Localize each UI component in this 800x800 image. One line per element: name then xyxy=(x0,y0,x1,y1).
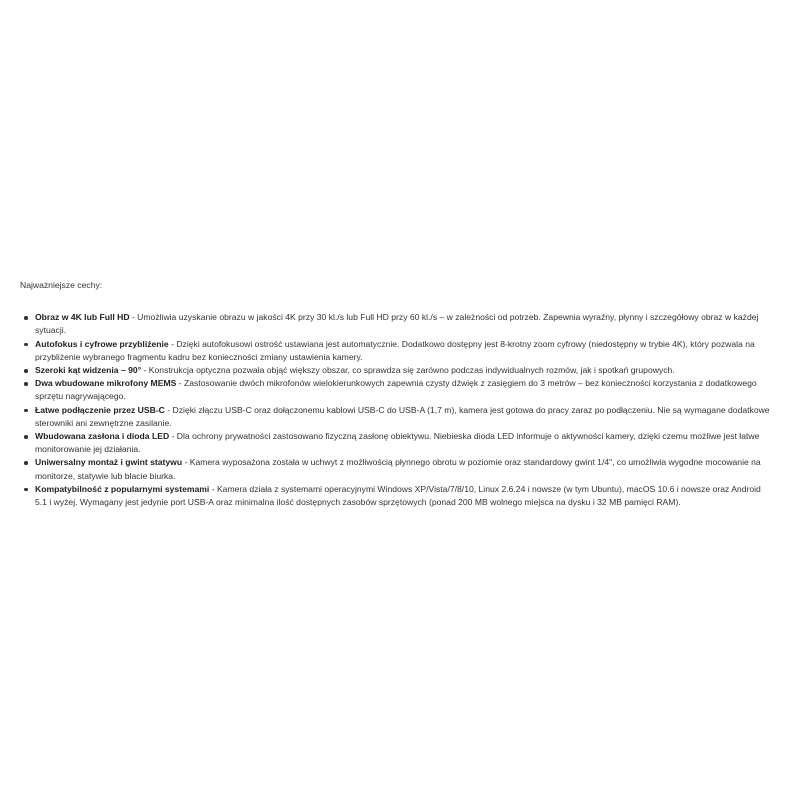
feature-description: - Konstrukcja optyczna pozwala objąć większy obszar, co sprawdza się zarówno podczas indywidualnych rozmów, jak i spotkań grupowych. xyxy=(141,365,675,376)
feature-item xyxy=(35,430,775,456)
feature-title: Dwa wbudowane mikrofony MEMS xyxy=(35,378,177,389)
feature-item xyxy=(35,404,775,430)
feature-title: Obraz w 4K lub Full HD xyxy=(35,312,130,323)
feature-item xyxy=(35,364,775,377)
feature-description: - Kamera działa z systemami operacyjnymi Windows XP/Vista/7/8/10, Linux 2.6.24 i nowsze (w tym Ubuntu), macOS 10.6 i nowsze oraz Android 5.1 i wyżej. Wymagany jest jedynie port USB-A oraz minimalna ilość dostępnych zasobów sprzętowych (ponad 200 MB wolnego miejsca na dysku i 32 MB pamięci RAM). xyxy=(35,483,761,508)
feature-item xyxy=(35,456,775,482)
features-heading: Najważniejsze cechy: xyxy=(20,280,103,290)
feature-description: - Kamera wyposażona została w uchwyt z możliwością płynnego obrotu w poziomie oraz standardowy gwint 1/4", co umożliwia wygodne mocowanie na monitorze, statywie lub blacie biurka. xyxy=(35,457,761,481)
feature-title: Uniwersalny montaż i gwint statywu xyxy=(35,457,183,468)
feature-item xyxy=(35,483,775,509)
feature-description: - Dzięki złączu USB-C oraz dołączonemu kablowi USB-C do USB-A (1,7 m), kamera jest gotowa do pracy zaraz po podłączeniu. Nie są wymagane dodatkowe sterowniki ani zewnętrzne zasilanie. xyxy=(35,404,770,428)
feature-description: - Umożliwia uzyskanie obrazu w jakości 4K przy 30 kl./s lub Full HD przy 60 kl./s – w zależności od potrzeb. Zapewnia wyraźny, płynny i szczegółowy obraz w każdej sytuacji. xyxy=(35,312,759,336)
feature-description: - Dla ochrony prywatności zastosowano fizyczną zasłonę obiektywu. Niebieska dioda LED informuje o aktywności kamery, dzięki czemu możliwe jest łatwe monitorowanie jej działania. xyxy=(35,431,760,455)
feature-title: Kompatybilność z popularnymi systemami xyxy=(35,483,210,494)
feature-title: Wbudowana zasłona i dioda LED xyxy=(35,431,170,442)
feature-title: Łatwe podłączenie przez USB-C xyxy=(35,404,165,415)
features-list xyxy=(20,311,775,509)
feature-description: - Zastosowanie dwóch mikrofonów wielokierunkowych zapewnia czysty dźwięk z zasięgiem do 3 metrów – bez konieczności korzystania z dodatkowego sprzętu nagrywającego. xyxy=(35,378,757,402)
feature-title: Autofokus i cyfrowe przybliżenie xyxy=(35,338,169,349)
feature-item xyxy=(35,377,775,403)
feature-item xyxy=(35,338,775,364)
feature-item xyxy=(35,311,775,337)
feature-title: Szeroki kąt widzenia – 90° xyxy=(35,365,142,376)
product-description xyxy=(20,279,775,509)
feature-description: - Dzięki autofokusowi ostrość ustawiana jest automatycznie. Dodatkowo dostępny jest 8-krotny zoom cyfrowy (niedostępny w trybie 4K), który pozwala na przybliżenie wybranego fragmentu kadru bez konieczności zmiany ustawienia kamery. xyxy=(35,338,755,362)
